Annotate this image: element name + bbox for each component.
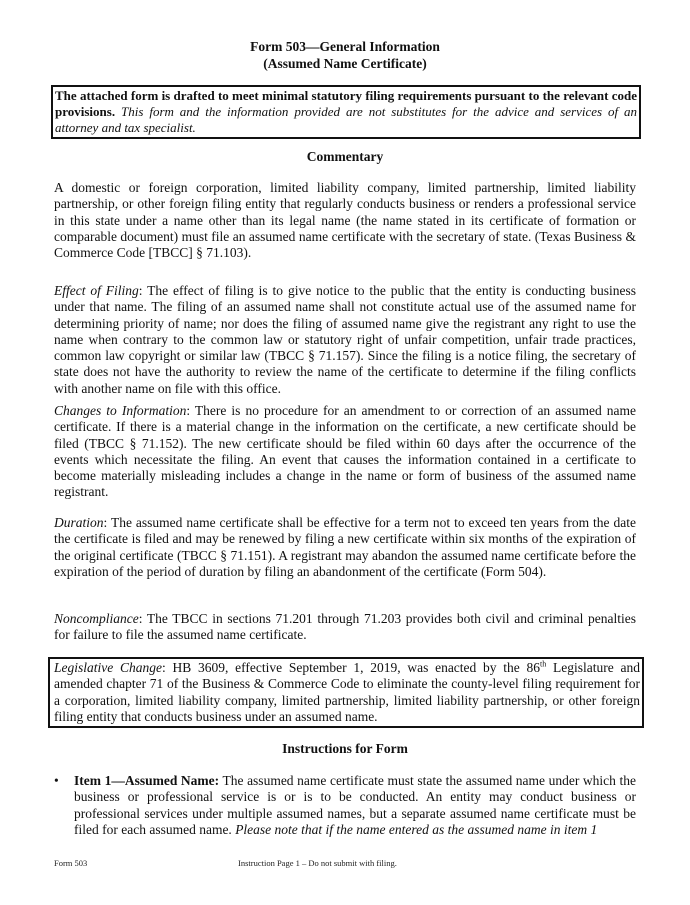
instructions-heading: Instructions for Form xyxy=(282,741,408,756)
noncompliance-label: Noncompliance xyxy=(54,611,139,626)
footer-form-number: Form 503 xyxy=(54,858,88,868)
duration-label: Duration xyxy=(54,515,104,530)
changes-to-information-paragraph xyxy=(54,403,636,501)
bullet-icon: • xyxy=(54,773,59,788)
effect-of-filing-text: : The effect of filing is to give notice to the public that the entity is conducting business under that name. The filing of an assumed name shall not constitute actual use of the assumed name for determining priority of name; nor does the filing of assumed name give the registrant any right to use the name when contrary to the common law or statutory right of unfair competition, unfair trade practices, common law copyright or similar law (TBCC § 71.157). Since the filing is a notice filing, the secretary of state does not have the authority to review the name of the certificate to determine if the filing conflicts with another name on file with this office. xyxy=(54,283,637,396)
legislative-change-label: Legislative Change xyxy=(54,660,162,675)
noncompliance-paragraph xyxy=(54,611,636,644)
legislative-change-text: : HB 3609, effective September 1, 2019, was enacted by the 86 xyxy=(162,660,541,675)
document-title: Form 503—General Information xyxy=(250,39,440,54)
legislative-change-text-cont: Legislature and amended chapter 71 of the Business & Commerce Code to eliminate the county-level filing requirement for a corporation, limited liability company, limited partnership, limited liability partnership, or other foreign filing entity that conducts business under an assumed name. xyxy=(54,660,640,724)
commentary-heading: Commentary xyxy=(306,149,384,164)
changes-to-information-text: : There is no procedure for an amendment to or correction of an assumed name certificate. If there is a material change in the information on the certificate, a new certificate should be filed (TBCC § 71.152). The new certificate should be filed within 60 days after the occurrence of the events which necessitate the filing. An event that causes the information contained in a certificate to become materially misleading includes a change in the name or form of business of the assumed name registrant. xyxy=(54,403,636,500)
document-subtitle: (Assumed Name Certificate) xyxy=(263,56,427,71)
commentary-intro-paragraph: A domestic or foreign corporation, limited liability company, limited partnership, limited liability partnership, or other foreign filing entity that regularly conducts business or renders a professional service in this state under a name other than its legal name (the name stated in its certificate of formation or comparable document) must file an assumed name certificate with the secretary of state. (Texas Business & Commerce Code [TBCC] § 71.103). xyxy=(54,180,636,261)
noncompliance-text: : The TBCC in sections 71.201 through 71.203 provides both civil and criminal penalties for failure to file the assumed name certificate. xyxy=(54,611,636,643)
legislative-change-box xyxy=(48,657,644,728)
instruction-item-label: Item 1—Assumed Name: xyxy=(74,773,220,788)
notice-bold-text: The attached form is drafted to meet minimal statutory filing requirements pursuant to the relevant code provisions. xyxy=(55,88,637,119)
instruction-item-text: The assumed name certificate must state the assumed name under which the business or professional service is or is to be conducted. An entity may conduct business or professional services under multiple assumed names, but a separate assumed name certificate must be filed for each assumed name. xyxy=(74,773,636,837)
footer-page-label: Instruction Page 1 – Do not submit with filing. xyxy=(238,858,397,868)
instruction-item-1 xyxy=(54,773,636,838)
changes-to-information-label: Changes to Information xyxy=(54,403,187,418)
effect-of-filing-paragraph xyxy=(54,283,636,397)
notice-box xyxy=(51,85,641,139)
ordinal-superscript: th xyxy=(540,659,547,669)
duration-paragraph xyxy=(54,515,636,580)
instruction-item-body xyxy=(74,773,636,838)
effect-of-filing-label: Effect of Filing xyxy=(54,283,139,298)
instruction-item-italic-note: Please note that if the name entered as the assumed name in item 1 xyxy=(235,821,598,837)
duration-text: : The assumed name certificate shall be effective for a term not to exceed ten years from the date the certificate is filed and may be renewed by filing a new certificate within six months of the expiration of the original certificate (TBCC § 71.151). A registrant may abandon the assumed name certificate before the expiration of the period of duration by filing an abandonment of the certificate (Form 504). xyxy=(54,515,636,579)
notice-italic-text: This form and the information provided are not substitutes for the advice and services of an attorney and tax specialist. xyxy=(55,104,637,135)
